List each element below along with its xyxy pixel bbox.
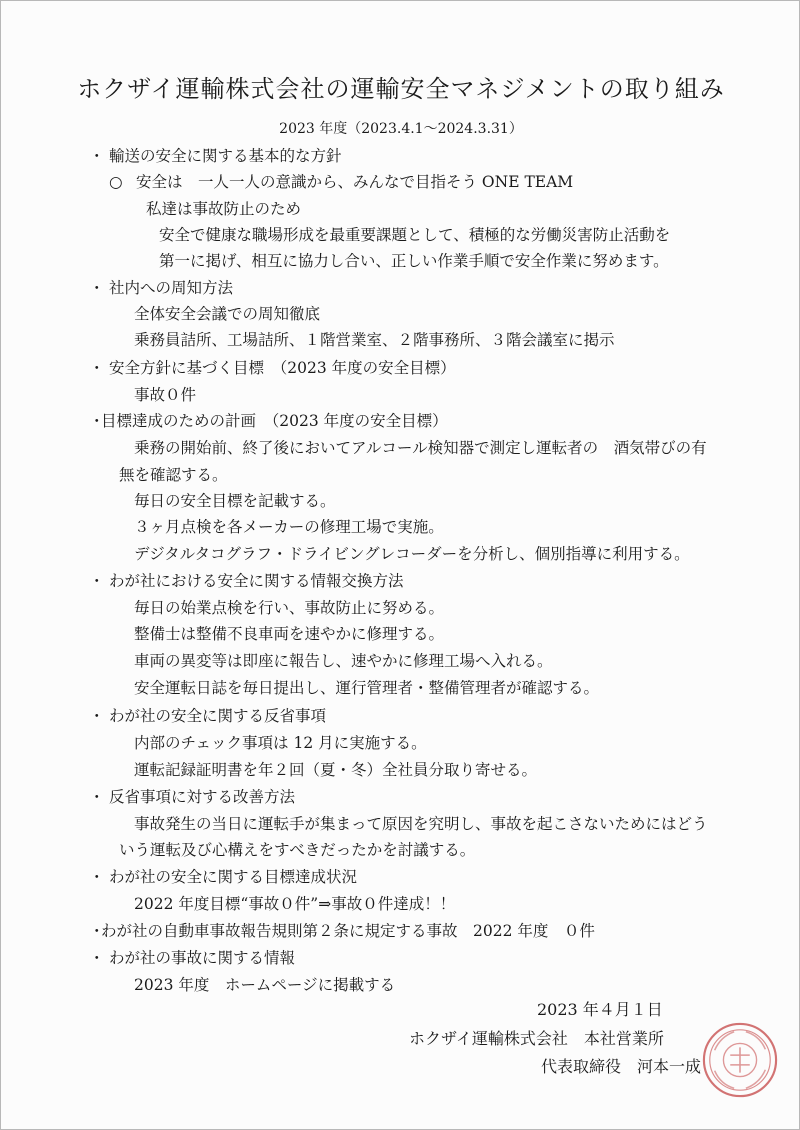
bullet: ・: [89, 868, 105, 886]
section-text: 整備士は整備不良車両を速やかに修理する。: [134, 625, 445, 643]
section-text: 第一に掲げ、相互に協力し合い、正しい作業手順で安全作業に努めます。: [159, 252, 669, 270]
bullet: ・: [89, 572, 105, 590]
company-name: ホクザイ運輸株式会社 本社営業所: [409, 1029, 664, 1048]
section-text: 事故発生の当日に運転手が集まって原因を究明し、事故を起こさないためにはどう: [134, 815, 708, 833]
section-text: 運転記録証明書を年２回（夏・冬）全社員分取り寄せる。: [134, 761, 538, 779]
section-heading: わが社における安全に関する情報交換方法: [109, 572, 404, 590]
bullet: ・: [89, 412, 105, 430]
section-text: 2023 年度 ホームページに掲載する: [134, 976, 396, 994]
bullet: ・: [89, 359, 105, 377]
section-text: 車両の異変等は即座に報告し、速やかに修理工場へ入れる。: [134, 652, 553, 670]
fiscal-year-period: 2023 年度（2023.4.1～2024.3.31）: [279, 121, 523, 137]
bullet: ・: [89, 707, 105, 725]
section-heading: 輸送の安全に関する基本的な方針: [109, 147, 342, 165]
section-text: 全体安全会議での周知徹底: [134, 305, 321, 323]
section-text: 事故０件: [134, 386, 197, 404]
section-text: 無を確認する。: [119, 466, 228, 484]
bullet: ・: [89, 279, 105, 297]
section-text: 毎日の始業点検を行い、事故防止に努める。: [134, 599, 445, 617]
section-heading: わが社の事故に関する情報: [109, 949, 296, 967]
section-heading: わが社の自動車事故報告規則第２条に規定する事故 2022 年度 ０件: [101, 922, 595, 940]
section-text: 安全運転日誌を毎日提出し、運行管理者・整備管理者が確認する。: [134, 679, 600, 697]
section-text: 安全で健康な職場形成を最重要課題として、積極的な労働災害防止活動を: [159, 226, 671, 244]
section-heading: 反省事項に対する改善方法: [109, 788, 296, 806]
section-heading: わが社の安全に関する目標達成状況: [109, 868, 358, 886]
section-text: 乗務の開始前、終了後においてアルコール検知器で測定し運転者の 酒気帯びの有: [134, 439, 707, 457]
section-text: 2022 年度目標“事故０件”⇒事故０件達成！！: [134, 895, 456, 913]
document-title: ホクザイ運輸株式会社の運輸安全マネジメントの取り組み: [77, 75, 725, 103]
bullet: ・: [89, 788, 105, 806]
signature-date: 2023 年４月１日: [537, 1000, 663, 1019]
section-text: いう運転及び心構えをすべきだったかを討議する。: [119, 841, 476, 859]
section-heading: 目標達成のための計画 （2023 年度の安全目標）: [101, 412, 448, 430]
bullet: ・: [89, 949, 105, 967]
bullet: ・: [89, 922, 105, 940]
section-text: 乗務員詰所、工場詰所、１階営業室、２階事務所、３階会議室に掲示: [134, 331, 615, 349]
section-heading: 安全方針に基づく目標 （2023 年度の安全目標）: [109, 359, 456, 377]
section-heading: 社内への周知方法: [109, 279, 234, 297]
section-text: ３ヶ月点検を各メーカーの修理工場で実施。: [134, 518, 444, 536]
section-text: デジタルタコグラフ・ドライビングレコーダーを分析し、個別指導に利用する。: [134, 545, 690, 563]
safety-slogan: 安全は 一人一人の意識から、みんなで目指そう ONE TEAM: [136, 173, 574, 191]
circle-marker: ○: [109, 173, 123, 191]
section-text: 私達は事故防止のため: [146, 200, 302, 218]
section-text: 内部のチェック事項は 12 月に実施する。: [134, 734, 427, 752]
representative-name: 代表取締役 河本一成: [541, 1057, 702, 1076]
company-seal-stamp: [701, 1021, 779, 1099]
section-text: 毎日の安全目標を記載する。: [134, 492, 336, 510]
bullet: ・: [89, 147, 105, 165]
section-heading: わが社の安全に関する反省事項: [109, 707, 327, 725]
